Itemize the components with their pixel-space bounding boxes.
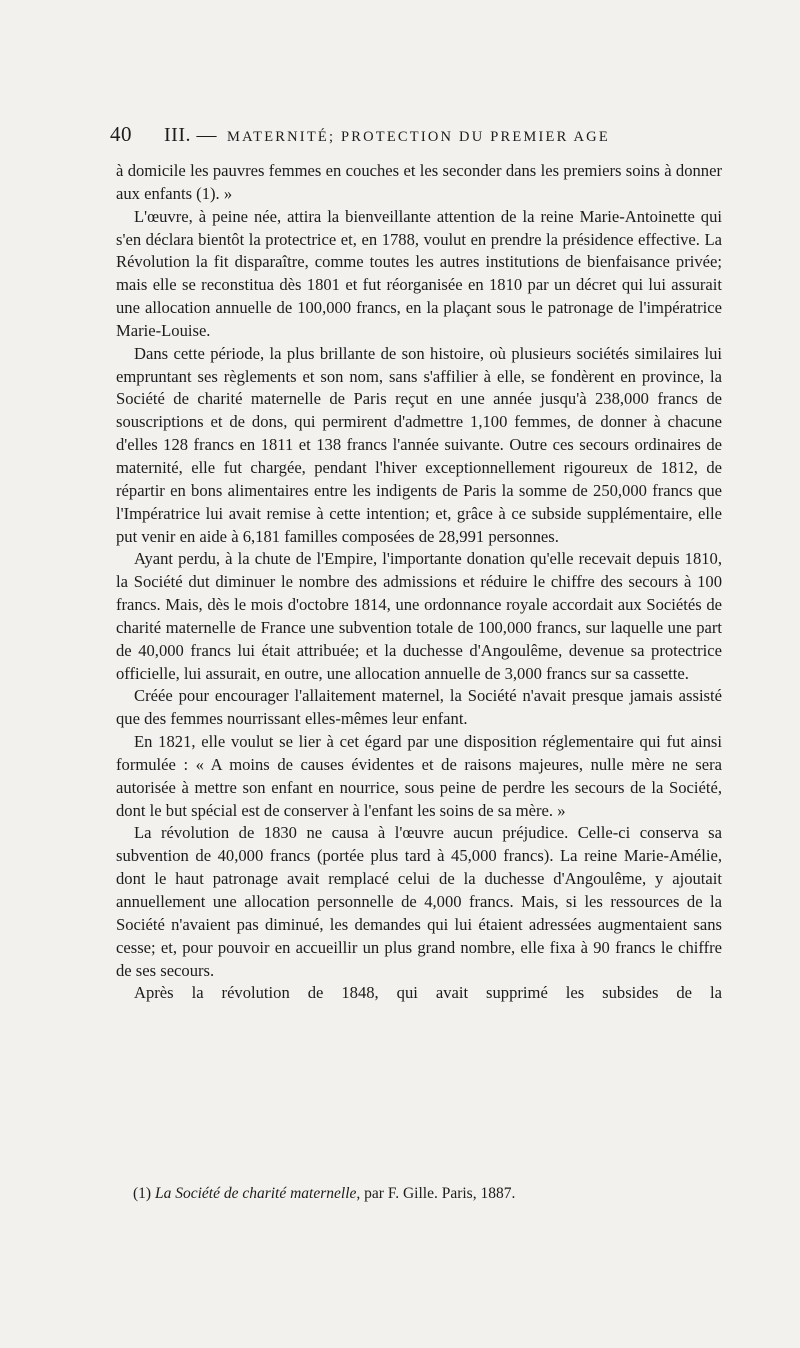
paragraph: Dans cette période, la plus brillante de son histoire, où plusieurs sociétés similaires lui empruntant ses règlements et son nom, sans s'affilier à elle, se fondèrent en province, la Société de charité maternelle de Paris reçut en une année jusqu'à 238,000 francs de souscriptions et de dons, qui permirent d'admettre 1,100 femmes, de donner à chacune d'elles 128 francs en 1811 et 138 francs l'année suivante. Outre ces secours ordinaires de maternité, elle fut chargée, pendant l'hiver exceptionnellement rigoureux de 1812, de répartir en bons alimentaires entre les indigents de Paris la somme de 250,000 francs que l'Impératrice lui avait remise à cette intention; et, grâce à ce subside supplémentaire, elle put venir en aide à 6,181 familles composées de 28,991 personnes.	[116, 343, 722, 546]
footnote-citation: par F. Gille. Paris, 1887.	[364, 1185, 516, 1202]
paragraph: Ayant perdu, à la chute de l'Empire, l'importante donation qu'elle recevait depuis 1810, la Société dut diminuer le nombre des admissions et réduire le chiffre des secours à 100 francs. Mais, dès le mois d'octobre 1814, une ordonnance royale accordait aux Sociétés de charité maternelle de France une subvention totale de 100,000 francs, sur laquelle une part de 40,000 francs lui était attribuée; et la duchesse d'Angoulême, devenue sa protectrice officielle, lui assurait, en outre, une allocation annuelle de 3,000 francs sur sa cassette.	[116, 549, 722, 683]
chapter-number: III. —	[164, 124, 217, 146]
running-title: MATERNITÉ; PROTECTION DU PREMIER AGE	[226, 129, 610, 145]
page-number: 40	[110, 122, 132, 146]
footnote-title: La Société de charité maternelle,	[154, 1185, 361, 1202]
paragraph: à domicile les pauvres femmes en couches et les seconder dans les premiers soins à donner aux enfants (1). »	[116, 161, 722, 203]
footnote	[133, 1185, 723, 1203]
paragraph: En 1821, elle voulut se lier à cet égard par une disposition réglementaire qui fut ainsi formulée : « A moins de causes évidentes et de raisons majeures, nulle mère ne sera autorisée à mettre son enfant en nourrice, sous peine de perdre les secours de la Société, dont le but spécial est de conserver à l'enfant les soins de sa mère. »	[116, 732, 722, 820]
paragraph: L'œuvre, à peine née, attira la bienveillante attention de la reine Marie-Antoinette qui s'en déclara bientôt la protectrice et, en 1788, voulut en prendre la présidence effective. La Révolution la fit disparaître, comme toutes les autres institutions de bienfaisance privée; mais elle se reconstitua dès 1801 et fut réorganisée en 1810 par un décret qui lui assurait une allocation annuelle de 100,000 francs, en la plaçant sous le patronage de l'impératrice Marie-Louise.	[116, 206, 722, 340]
paragraph: Créée pour encourager l'allaitement maternel, la Société n'avait presque jamais assisté que des femmes nourrissant elles-mêmes leur enfant.	[116, 686, 722, 729]
running-header	[110, 122, 710, 147]
paragraph: Après la révolution de 1848, qui avait supprimé les subsides de la	[134, 983, 722, 1003]
body-text	[116, 160, 722, 1005]
footnote-marker: (1)	[133, 1185, 152, 1202]
paragraph: La révolution de 1830 ne causa à l'œuvre aucun préjudice. Celle-ci conserva sa subvention de 40,000 francs (portée plus tard à 45,000 francs). La reine Marie-Amélie, dont le haut patronage avait remplacé celui de la duchesse d'Angoulême, y ajoutait annuellement une allocation personnelle de 4,000 francs. Mais, si les ressources de la Société n'avaient pas diminué, les demandes qui lui étaient adressées augmentaient sans cesse; et, pour pouvoir en accueillir un plus grand nombre, elle fixa à 90 francs le chiffre de ses secours.	[116, 823, 722, 980]
